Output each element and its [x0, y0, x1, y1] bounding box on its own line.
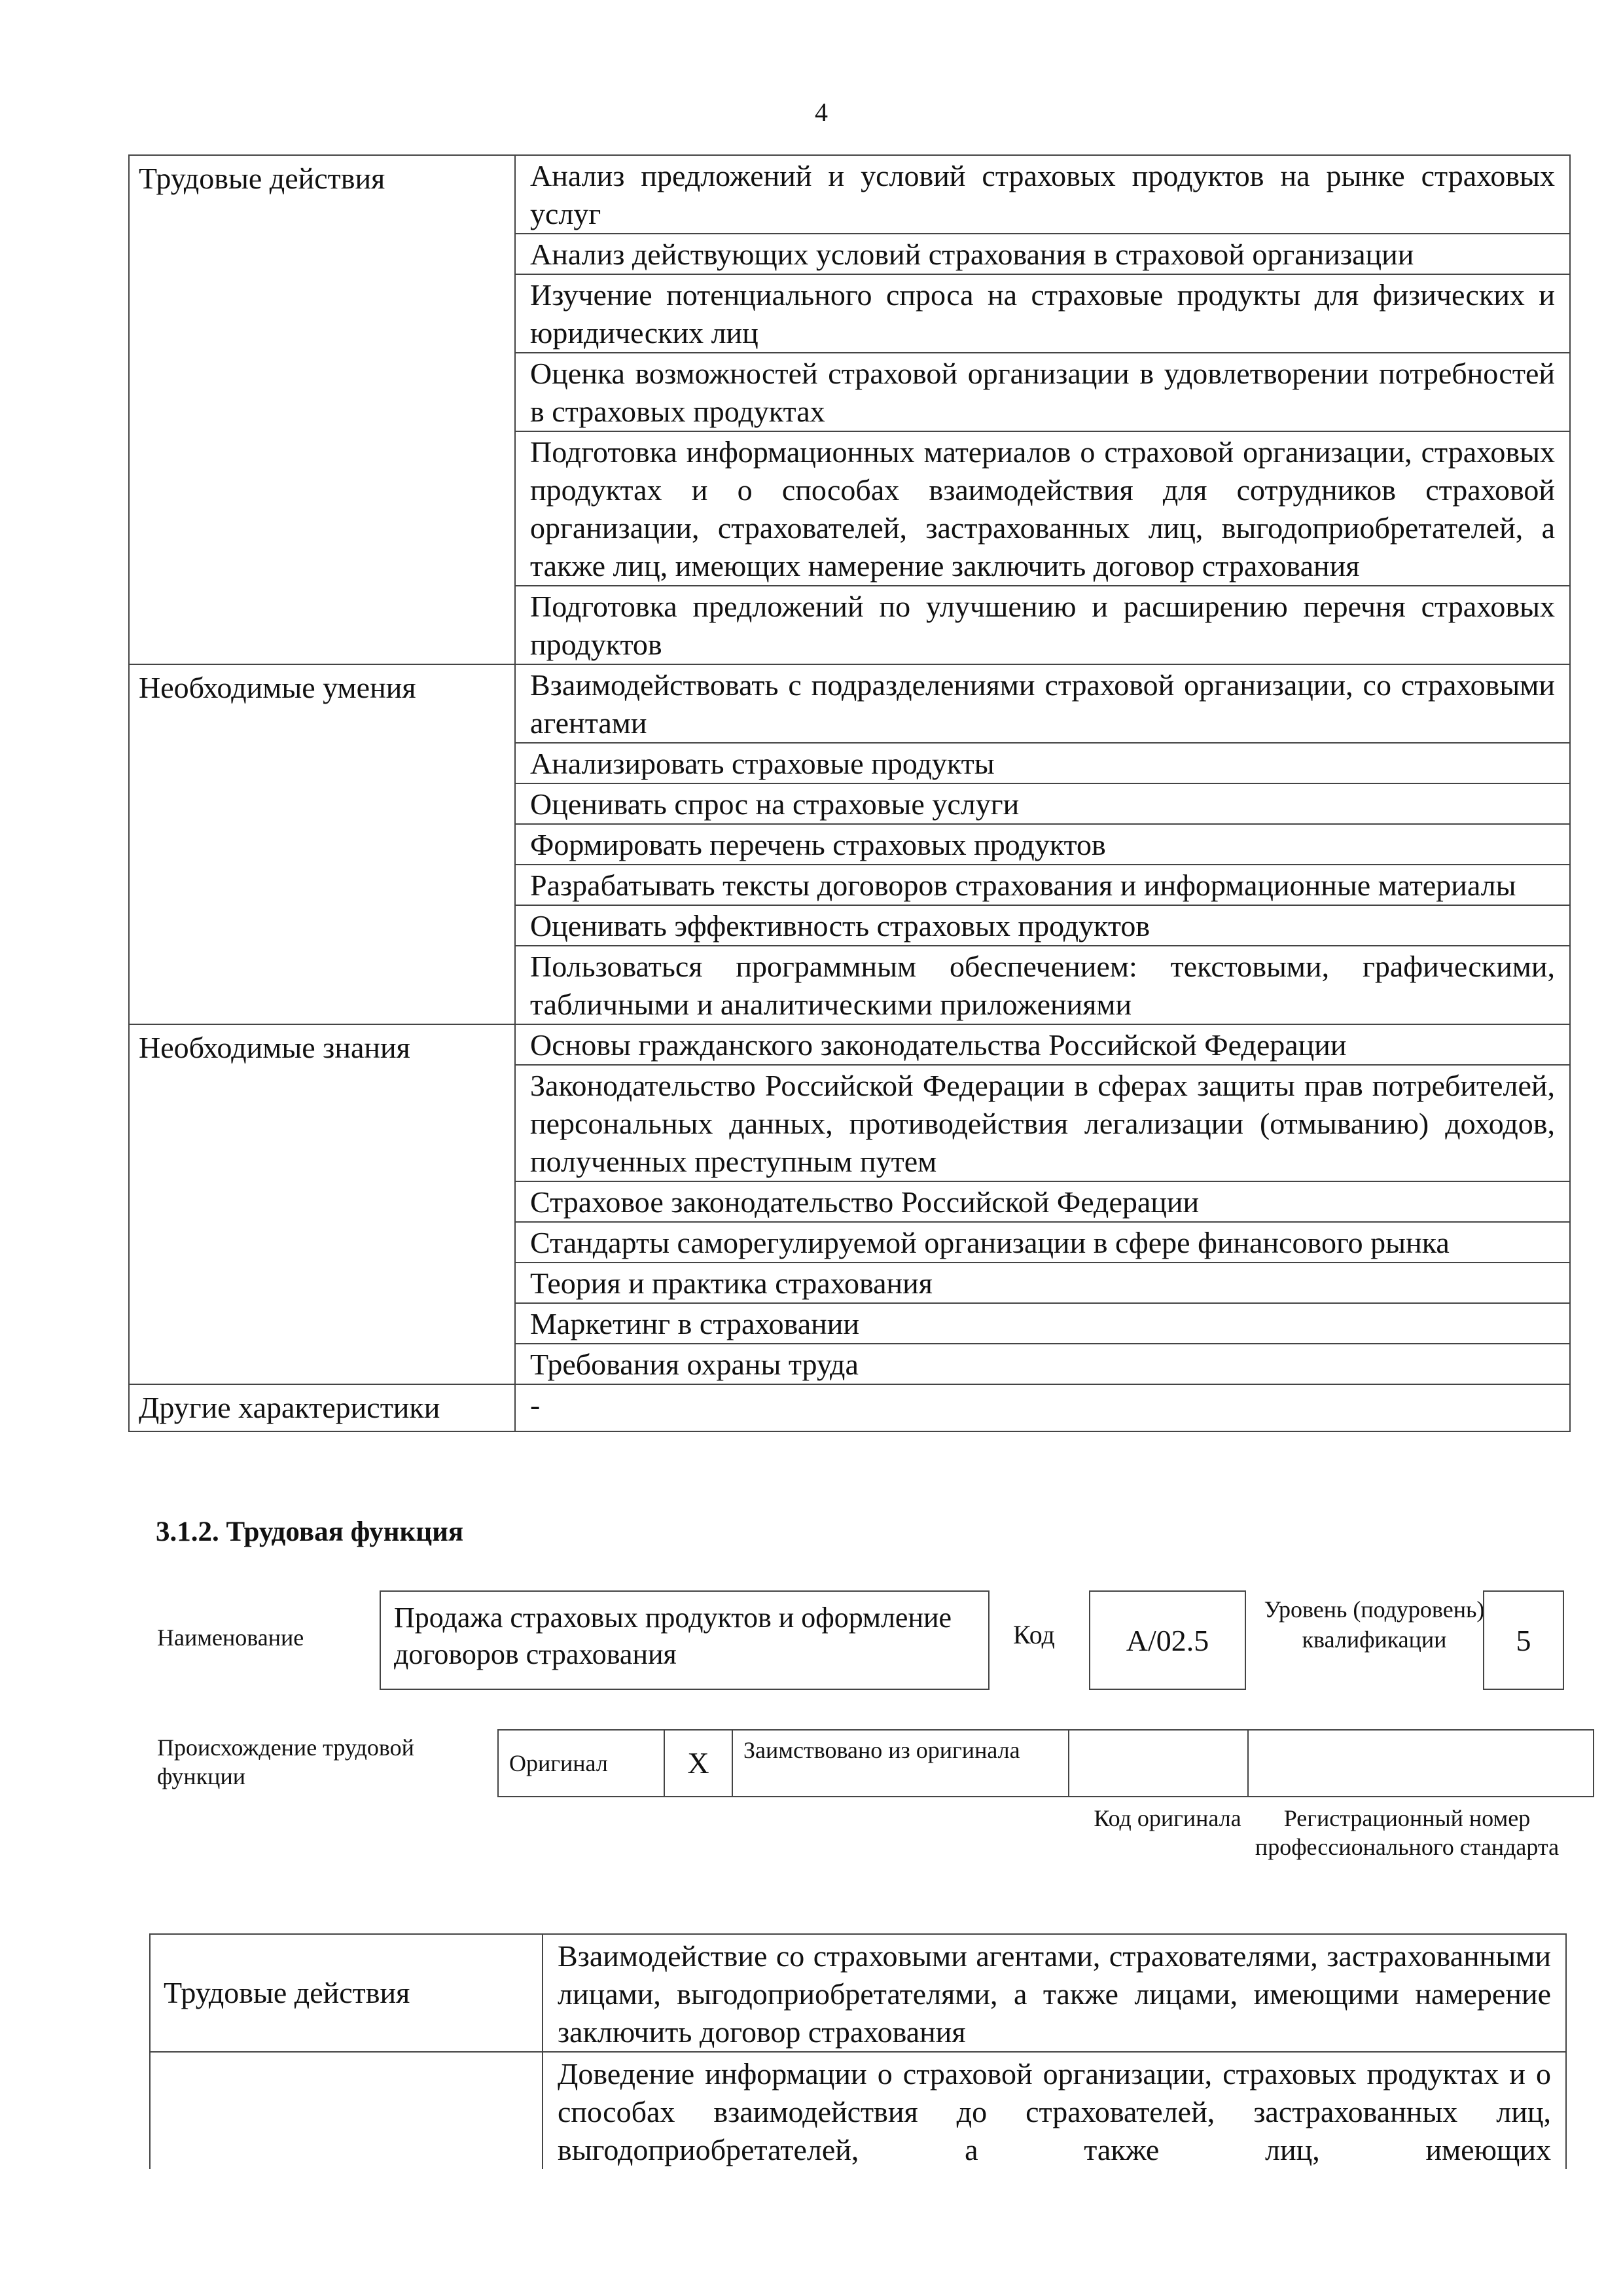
- item-cell: Подготовка предложений по улучшению и расширению перечня страховых продуктов: [515, 586, 1570, 664]
- original-code-label: Код оригинала: [1094, 1805, 1241, 1831]
- labor-function-table-2: [149, 1933, 1567, 2169]
- item-cell: Разрабатывать тексты договоров страхования и информационные материалы: [515, 865, 1570, 905]
- item-cell: Страховое законодательство Российской Федерации: [515, 1181, 1570, 1222]
- table-row: [150, 2052, 1566, 2169]
- item-cell: Оценивать эффективность страховых продуктов: [515, 905, 1570, 946]
- table-row: [129, 664, 1570, 743]
- item-cell: Оценка возможностей страховой организации в удовлетворении потребностей в страховых продуктах: [515, 353, 1570, 431]
- item-cell: Маркетинг в страховании: [515, 1303, 1570, 1344]
- section-heading: 3.1.2. Трудовая функция: [156, 1516, 464, 1547]
- category-cell: Другие характеристики: [129, 1384, 515, 1431]
- item-cell: Теория и практика страхования: [515, 1263, 1570, 1303]
- origin-label: Происхождение трудовой функции: [157, 1734, 414, 1789]
- item-cell: Анализ предложений и условий страховых продуктов на рынке страховых услуг: [515, 155, 1570, 234]
- category-cell: Необходимые знания: [129, 1024, 515, 1384]
- function-name-field: Продажа страховых продуктов и оформление договоров страхования: [380, 1590, 990, 1690]
- page-number: 4: [815, 98, 828, 127]
- origin-borrowed-cell: Заимствовано из оригинала: [732, 1730, 1069, 1797]
- item-cell: Доведение информации о страховой организации, страховых продуктах и о способах взаимодействия до страхователей, застрахованных лиц, выгодоприобретателей, а также лиц, имеющих: [543, 2052, 1566, 2169]
- item-cell: Взаимодействовать с подразделениями страховой организации, со страховыми агентами: [515, 664, 1570, 743]
- name-label: Наименование: [157, 1624, 304, 1651]
- origin-code-cell: [1069, 1730, 1248, 1797]
- registration-number-label: Регистрационный номер профессионального стандарта: [1255, 1805, 1560, 1860]
- item-cell: Оценивать спрос на страховые услуги: [515, 783, 1570, 824]
- level-field: 5: [1483, 1590, 1564, 1690]
- table-row: [129, 1024, 1570, 1065]
- level-label: Уровень (подуровень) квалификации: [1264, 1596, 1485, 1653]
- code-label: Код: [1013, 1620, 1055, 1649]
- function-code-field: А/02.5: [1089, 1590, 1246, 1690]
- origin-mark-cell: Х: [664, 1730, 732, 1797]
- table2-body: [150, 1934, 1566, 2169]
- item-cell: Требования охраны труда: [515, 1344, 1570, 1384]
- item-cell: Формировать перечень страховых продуктов: [515, 824, 1570, 865]
- origin-reg-number-cell: [1248, 1730, 1594, 1797]
- category-cell-empty: [150, 2052, 543, 2169]
- item-cell: Анализ действующих условий страхования в страховой организации: [515, 234, 1570, 274]
- item-cell: Изучение потенциального спроса на страховые продукты для физических и юридических лиц: [515, 274, 1570, 353]
- item-cell: Пользоваться программным обеспечением: текстовыми, графическими, табличными и аналитическими приложениями: [515, 946, 1570, 1024]
- item-cell: Анализировать страховые продукты: [515, 743, 1570, 783]
- category-cell: Необходимые умения: [129, 664, 515, 1024]
- item-cell: Подготовка информационных материалов о страховой организации, страховых продуктах и о способах взаимодействия для сотрудников страховой организации, страхователей, застрахованных лиц, выгодоприобретателей, а также лиц, имеющих намерение заключить договор страхования: [515, 431, 1570, 586]
- item-cell: Стандарты саморегулируемой организации в сфере финансового рынка: [515, 1222, 1570, 1263]
- labor-function-table-1: [128, 154, 1571, 1432]
- origin-original-cell: Оригинал: [498, 1730, 664, 1797]
- item-cell: Основы гражданского законодательства Российской Федерации: [515, 1024, 1570, 1065]
- table-row: [150, 1934, 1566, 2052]
- category-cell: Трудовые действия: [129, 155, 515, 664]
- table-row: [129, 155, 1570, 234]
- category-cell: Трудовые действия: [150, 1934, 543, 2052]
- item-cell: Взаимодействие со страховыми агентами, страхователями, застрахованными лицами, выгодоприобретателями, а также лицами, имеющими намерение заключить договор страхования: [543, 1934, 1566, 2052]
- origin-table: [497, 1729, 1594, 1797]
- item-cell: Законодательство Российской Федерации в сферах защиты прав потребителей, персональных данных, противодействия легализации (отмыванию) доходов, полученных преступным путем: [515, 1065, 1570, 1181]
- table1-body: [129, 155, 1570, 1431]
- item-cell: -: [515, 1384, 1570, 1431]
- table-row: [129, 1384, 1570, 1431]
